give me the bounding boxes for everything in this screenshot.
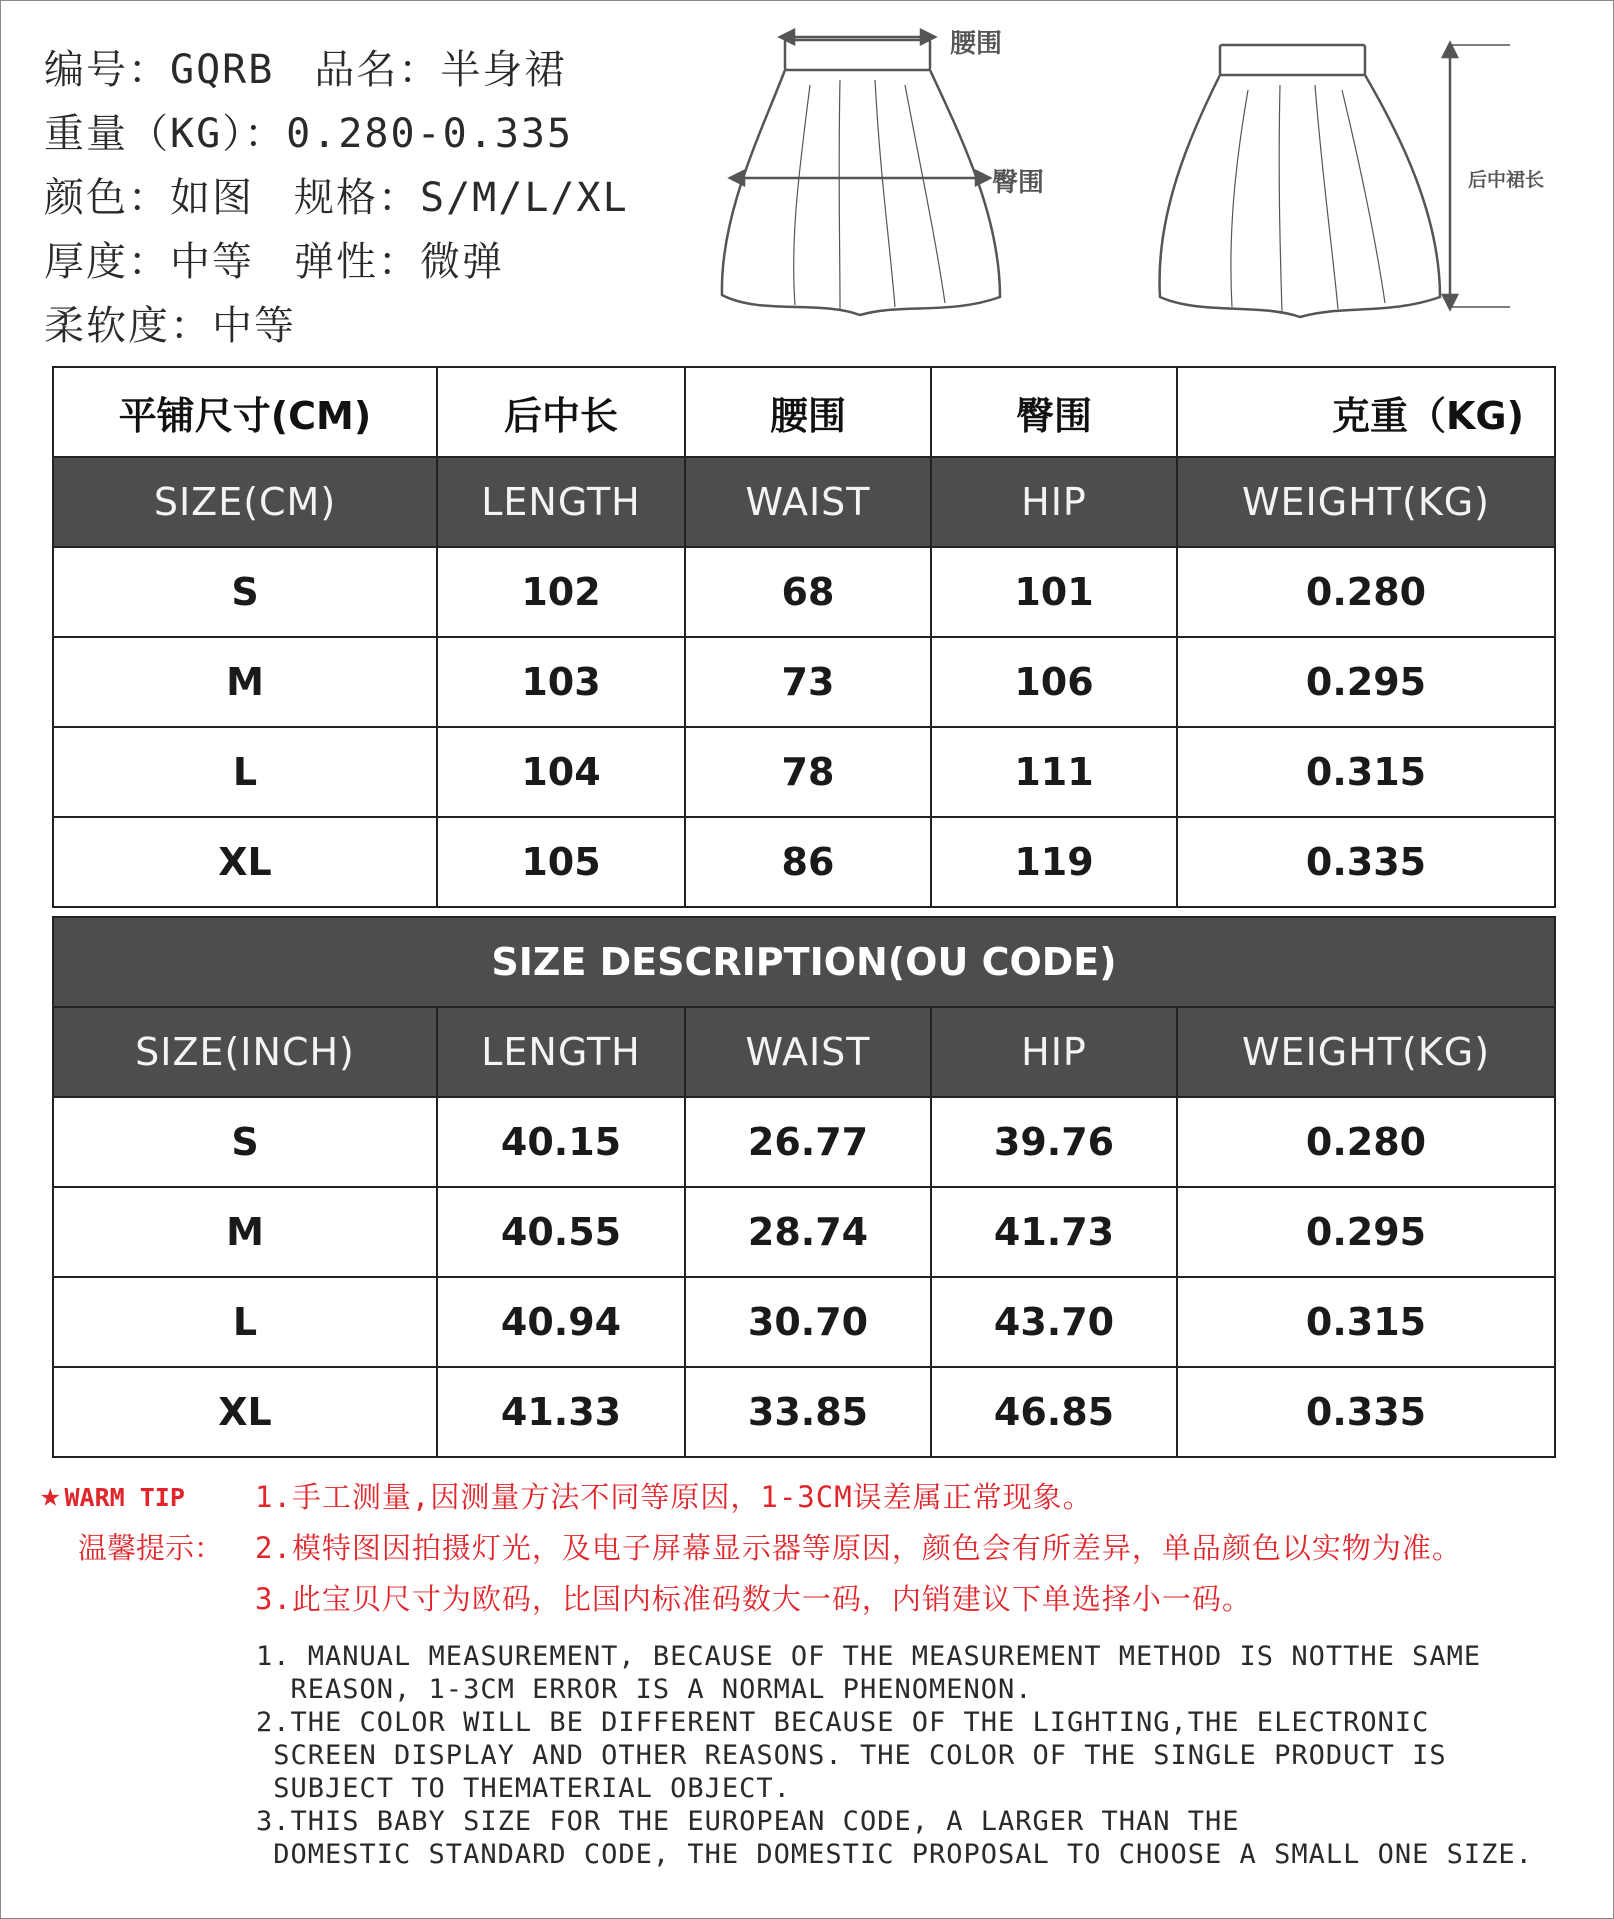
waist-label: 腰围 (950, 29, 1003, 59)
header-cell: SIZE(CM) (53, 457, 437, 547)
header-cell: 腰围 (685, 367, 931, 457)
table-cell: L (53, 1277, 437, 1367)
table-cell: 86 (685, 817, 931, 907)
table-cell: 105 (437, 817, 685, 907)
table-row (53, 547, 1555, 637)
table-cell: 0.295 (1177, 1187, 1555, 1277)
header-cell: LENGTH (437, 457, 685, 547)
tips-english: 1. MANUAL MEASUREMENT, BECAUSE OF THE MEASUREMENT METHOD IS NOTTHE SAME REASON, 1-3CM ERROR IS A NORMAL PHENOMENON. 2.THE COLOR WILL BE DIFFERENT BECAUSE OF THE LIGHTING,THE ELECTRONIC SCREEN DISPLAY AND OTHER REASONS. THE COLOR OF THE SINGLE PRODUCT IS SUBJECT TO THEMATERIAL OBJECT. 3.THIS BABY SIZE FOR THE EUROPEAN CODE, A LARGER THAN THE DOMESTIC STANDARD CODE, THE DOMESTIC PROPOSAL TO CHOOSE A SMALL ONE SIZE. (256, 1641, 1533, 1870)
tip-cn-line: 3.此宝贝尺寸为欧码，比国内标准码数大一码，内销建议下单选择小一码。 (255, 1582, 1252, 1616)
table-cell: 0.280 (1177, 1097, 1555, 1187)
star-icon: ★ (40, 1475, 61, 1515)
product-elasticity: 弹性：微弹 (294, 239, 504, 285)
table-cell: M (53, 637, 437, 727)
table-cell: 78 (685, 727, 931, 817)
table-cell: 68 (685, 547, 931, 637)
table-cell: S (53, 547, 437, 637)
table-cell: S (53, 1097, 437, 1187)
header-cell: WAIST (685, 457, 931, 547)
product-name: 品名：半身裙 (314, 47, 567, 93)
table-header-en (53, 1007, 1555, 1097)
table-row (53, 1187, 1555, 1277)
header-cell: WEIGHT(KG) (1177, 1007, 1555, 1097)
table-cell: 101 (931, 547, 1177, 637)
table-row (53, 1277, 1555, 1367)
table-cell: 103 (437, 637, 685, 727)
size-description-title: SIZE DESCRIPTION(OU CODE) (53, 917, 1555, 1007)
product-softness: 柔软度：中等 (44, 303, 296, 349)
table-header-en (53, 457, 1555, 547)
table-cell: 28.74 (685, 1187, 931, 1277)
table-cell: 43.70 (931, 1277, 1177, 1367)
table-cell: 46.85 (931, 1367, 1177, 1457)
table-cell: 106 (931, 637, 1177, 727)
table-cell: 0.280 (1177, 547, 1555, 637)
product-code: 编号：GQRB (44, 47, 275, 93)
table-cell: 0.335 (1177, 1367, 1555, 1457)
table-cell: 102 (437, 547, 685, 637)
product-weight: 重量（KG）：0.280-0.335 (44, 111, 574, 157)
table-cell: XL (53, 1367, 437, 1457)
product-info (44, 38, 669, 358)
size-table-cm (52, 366, 1556, 908)
warm-tip-label (40, 1475, 185, 1515)
table-cell: L (53, 727, 437, 817)
table-row (53, 727, 1555, 817)
table-title-row (53, 917, 1555, 1007)
table-cell: M (53, 1187, 437, 1277)
tip-cn-line: 1.手工测量,因测量方法不同等原因，1-3CM误差属正常现象。 (255, 1480, 1093, 1514)
header-cell: 臀围 (931, 367, 1177, 457)
table-cell: 119 (931, 817, 1177, 907)
table-cell: 40.94 (437, 1277, 685, 1367)
header-cell: 平铺尺寸(CM) (53, 367, 437, 457)
header-cell: LENGTH (437, 1007, 685, 1097)
skirt-diagrams (700, 15, 1600, 345)
table-row (53, 1367, 1555, 1457)
header-cell: WEIGHT(KG) (1177, 457, 1555, 547)
table-cell: 0.335 (1177, 817, 1555, 907)
header-cell: HIP (931, 1007, 1177, 1097)
table-cell: 40.15 (437, 1097, 685, 1187)
table-row (53, 817, 1555, 907)
table-cell: 111 (931, 727, 1177, 817)
hip-label: 臀围 (992, 168, 1045, 198)
header-cell: SIZE(INCH) (53, 1007, 437, 1097)
table-row (53, 1097, 1555, 1187)
table-row (53, 637, 1555, 727)
header-cell: HIP (931, 457, 1177, 547)
table-cell: 73 (685, 637, 931, 727)
table-cell: XL (53, 817, 437, 907)
tip-cn-line: 2.模特图因拍摄灯光，及电子屏幕显示器等原因，颜色会有所差异，单品颜色以实物为准。 (255, 1531, 1462, 1565)
table-cell: 30.70 (685, 1277, 931, 1367)
table-cell: 0.315 (1177, 727, 1555, 817)
header-cell: WAIST (685, 1007, 931, 1097)
table-cell: 41.73 (931, 1187, 1177, 1277)
table-cell: 33.85 (685, 1367, 931, 1457)
table-cell: 40.55 (437, 1187, 685, 1277)
product-spec: 规格：S/M/L/XL (294, 175, 629, 221)
table-cell: 39.76 (931, 1097, 1177, 1187)
warm-tip-label-cn: 温馨提示： (78, 1531, 224, 1565)
table-cell: 104 (437, 727, 685, 817)
table-cell: 0.295 (1177, 637, 1555, 727)
product-color: 颜色：如图 (44, 175, 254, 221)
length-label: 后中裙长 (1468, 169, 1545, 191)
product-thickness: 厚度：中等 (44, 239, 254, 285)
warm-tip-label-en: WARM TIP (64, 1483, 185, 1512)
table-header-cn (53, 367, 1555, 457)
table-cell: 41.33 (437, 1367, 685, 1457)
header-cell: 克重（KG) (1177, 367, 1555, 457)
table-cell: 26.77 (685, 1097, 931, 1187)
table-cell: 0.315 (1177, 1277, 1555, 1367)
skirt-illustration (700, 15, 1600, 345)
size-table-inch (52, 916, 1556, 1458)
header-cell: 后中长 (437, 367, 685, 457)
